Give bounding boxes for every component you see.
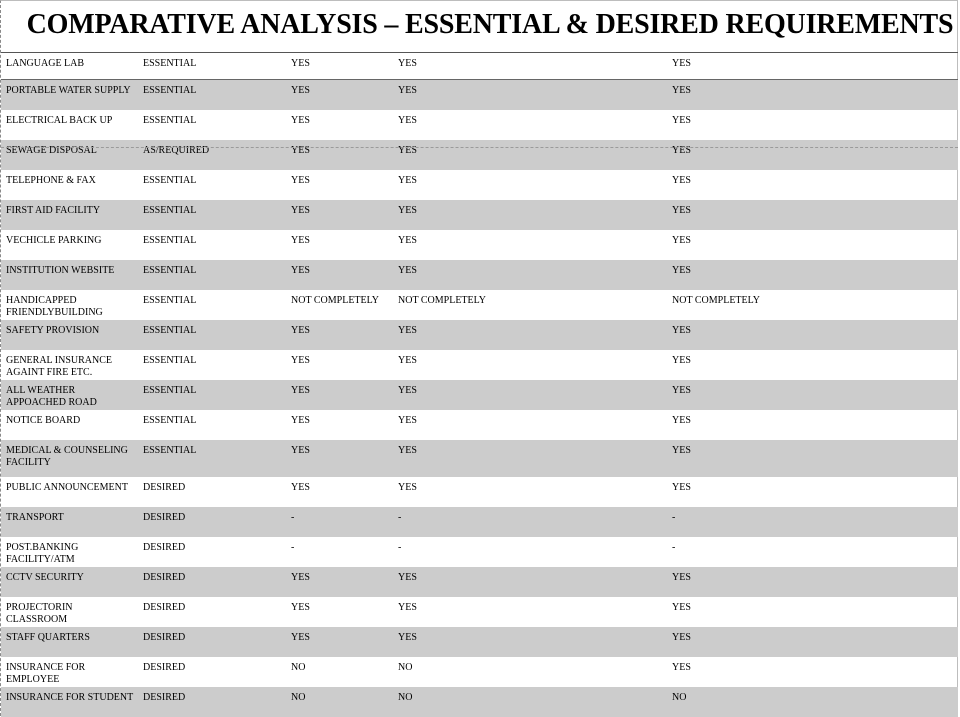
category-cell: ESSENTIAL	[143, 58, 197, 69]
institution-b-cell: NO	[398, 662, 413, 673]
table-row	[1, 507, 958, 537]
institution-a-cell: YES	[291, 632, 310, 643]
institution-a-cell: NO	[291, 662, 306, 673]
category-cell: ESSENTIAL	[143, 175, 197, 186]
requirement-cell: STAFF QUARTERS	[6, 632, 90, 643]
requirement-cell: PORTABLE WATER SUPPLY	[6, 85, 131, 96]
category-cell: DESIRED	[143, 662, 186, 673]
category-cell: ESSENTIAL	[143, 115, 197, 126]
institution-b-cell: YES	[398, 58, 417, 69]
institution-a-cell: -	[291, 512, 295, 523]
institution-b-cell: NO	[398, 692, 413, 703]
category-cell: DESIRED	[143, 572, 186, 583]
table-row	[1, 380, 958, 410]
category-cell: DESIRED	[143, 602, 186, 613]
category-cell: ESSENTIAL	[143, 385, 197, 396]
institution-c-cell: YES	[672, 415, 691, 426]
requirement-cell: INSTITUTION WEBSITE	[6, 265, 115, 276]
category-cell: ESSENTIAL	[143, 235, 197, 246]
institution-c-cell: YES	[672, 445, 691, 456]
table-row	[1, 440, 958, 477]
institution-b-cell: YES	[398, 265, 417, 276]
requirement-cell: SEWAGE DISPOSAL	[6, 145, 97, 156]
page-title: COMPARATIVE ANALYSIS – ESSENTIAL & DESIRED REQUIREMENTS	[26, 9, 954, 40]
table-row	[1, 350, 958, 380]
institution-c-cell: YES	[672, 265, 691, 276]
requirement-cell: HANDICAPPED FRIENDLYBUILDING	[6, 295, 103, 318]
institution-a-cell: YES	[291, 415, 310, 426]
institution-a-cell: YES	[291, 205, 310, 216]
requirement-cell: SAFETY PROVISION	[6, 325, 100, 336]
institution-a-cell: YES	[291, 325, 310, 336]
institution-c-cell: YES	[672, 115, 691, 126]
requirement-cell: FIRST AID FACILITY	[6, 205, 101, 216]
table-row	[1, 657, 958, 687]
institution-a-cell: YES	[291, 572, 310, 583]
institution-b-cell: YES	[398, 415, 417, 426]
category-cell: AS/REQUIRED	[143, 145, 210, 156]
institution-b-cell: -	[398, 512, 402, 523]
requirement-cell: TRANSPORT	[6, 512, 64, 523]
institution-a-cell: -	[291, 542, 295, 553]
category-cell: ESSENTIAL	[143, 355, 197, 366]
institution-b-cell: YES	[398, 445, 417, 456]
requirement-cell: CCTV SECURITY	[6, 572, 84, 583]
table-row	[1, 290, 958, 320]
institution-a-cell: YES	[291, 445, 310, 456]
institution-b-cell: NOT COMPLETELY	[398, 295, 486, 306]
table-row	[1, 110, 958, 140]
category-cell: ESSENTIAL	[143, 265, 197, 276]
institution-b-cell: YES	[398, 632, 417, 643]
requirements-table	[1, 53, 958, 717]
requirement-cell: MEDICAL & COUNSELING FACILITY	[6, 445, 128, 468]
institution-b-cell: YES	[398, 602, 417, 613]
institution-b-cell: YES	[398, 235, 417, 246]
institution-a-cell: YES	[291, 115, 310, 126]
institution-a-cell: YES	[291, 482, 310, 493]
institution-c-cell: YES	[672, 602, 691, 613]
institution-b-cell: YES	[398, 572, 417, 583]
requirement-cell: VECHICLE PARKING	[6, 235, 102, 246]
institution-b-cell: YES	[398, 325, 417, 336]
category-cell: DESIRED	[143, 482, 186, 493]
institution-b-cell: YES	[398, 85, 417, 96]
institution-a-cell: NOT COMPLETELY	[291, 295, 379, 306]
category-cell: ESSENTIAL	[143, 445, 197, 456]
institution-c-cell: YES	[672, 632, 691, 643]
institution-c-cell: NOT COMPLETELY	[672, 295, 760, 306]
institution-c-cell: YES	[672, 662, 691, 673]
requirement-cell: PUBLIC ANNOUNCEMENT	[6, 482, 128, 493]
table-row	[1, 537, 958, 567]
category-cell: DESIRED	[143, 692, 186, 703]
institution-c-cell: YES	[672, 205, 691, 216]
institution-a-cell: YES	[291, 265, 310, 276]
requirement-cell: NOTICE BOARD	[6, 415, 81, 426]
table-row	[1, 230, 958, 260]
table-row	[1, 410, 958, 440]
table-row	[1, 597, 958, 627]
institution-c-cell: YES	[672, 355, 691, 366]
institution-c-cell: YES	[672, 58, 691, 69]
institution-c-cell: YES	[672, 572, 691, 583]
institution-a-cell: YES	[291, 85, 310, 96]
requirement-cell: POST.BANKING FACILITY/ATM	[6, 542, 79, 565]
requirement-cell: INSURANCE FOR EMPLOYEE	[6, 662, 86, 685]
table-row	[1, 260, 958, 290]
institution-c-cell: YES	[672, 325, 691, 336]
institution-a-cell: NO	[291, 692, 306, 703]
table-row	[1, 170, 958, 200]
requirement-cell: ELECTRICAL BACK UP	[6, 115, 113, 126]
institution-c-cell: YES	[672, 235, 691, 246]
institution-a-cell: YES	[291, 58, 310, 69]
table-row	[1, 320, 958, 350]
category-cell: ESSENTIAL	[143, 205, 197, 216]
institution-b-cell: YES	[398, 175, 417, 186]
institution-b-cell: -	[398, 542, 402, 553]
institution-a-cell: YES	[291, 602, 310, 613]
institution-a-cell: YES	[291, 355, 310, 366]
requirement-cell: TELEPHONE & FAX	[6, 175, 96, 186]
institution-b-cell: YES	[398, 355, 417, 366]
category-cell: DESIRED	[143, 512, 186, 523]
category-cell: ESSENTIAL	[143, 415, 197, 426]
institution-a-cell: YES	[291, 385, 310, 396]
table-row	[1, 627, 958, 657]
table-row	[1, 687, 958, 717]
institution-c-cell: YES	[672, 145, 691, 156]
institution-b-cell: YES	[398, 482, 417, 493]
requirement-cell: LANGUAGE LAB	[6, 58, 85, 69]
institution-a-cell: YES	[291, 235, 310, 246]
table-row	[1, 53, 958, 80]
category-cell: DESIRED	[143, 542, 186, 553]
institution-c-cell: YES	[672, 385, 691, 396]
table-row	[1, 567, 958, 597]
requirement-cell: GENERAL INSURANCE AGAINT FIRE ETC.	[6, 355, 113, 378]
category-cell: ESSENTIAL	[143, 295, 197, 306]
requirement-cell: INSURANCE FOR STUDENT	[6, 692, 134, 703]
category-cell: DESIRED	[143, 632, 186, 643]
table-row	[1, 477, 958, 507]
institution-c-cell: YES	[672, 85, 691, 96]
table-row	[1, 140, 958, 170]
institution-c-cell: YES	[672, 175, 691, 186]
institution-a-cell: YES	[291, 175, 310, 186]
requirement-cell: ALL WEATHER APPOACHED ROAD	[6, 385, 97, 408]
institution-b-cell: YES	[398, 145, 417, 156]
requirement-cell: PROJECTORIN CLASSROOM	[6, 602, 73, 625]
table-row	[1, 200, 958, 230]
institution-a-cell: YES	[291, 145, 310, 156]
category-cell: ESSENTIAL	[143, 85, 197, 96]
institution-b-cell: YES	[398, 385, 417, 396]
institution-c-cell: NO	[672, 692, 687, 703]
institution-c-cell: -	[672, 512, 676, 523]
institution-c-cell: YES	[672, 482, 691, 493]
category-cell: ESSENTIAL	[143, 325, 197, 336]
institution-b-cell: YES	[398, 205, 417, 216]
institution-b-cell: YES	[398, 115, 417, 126]
table-row	[1, 80, 958, 110]
institution-c-cell: -	[672, 542, 676, 553]
